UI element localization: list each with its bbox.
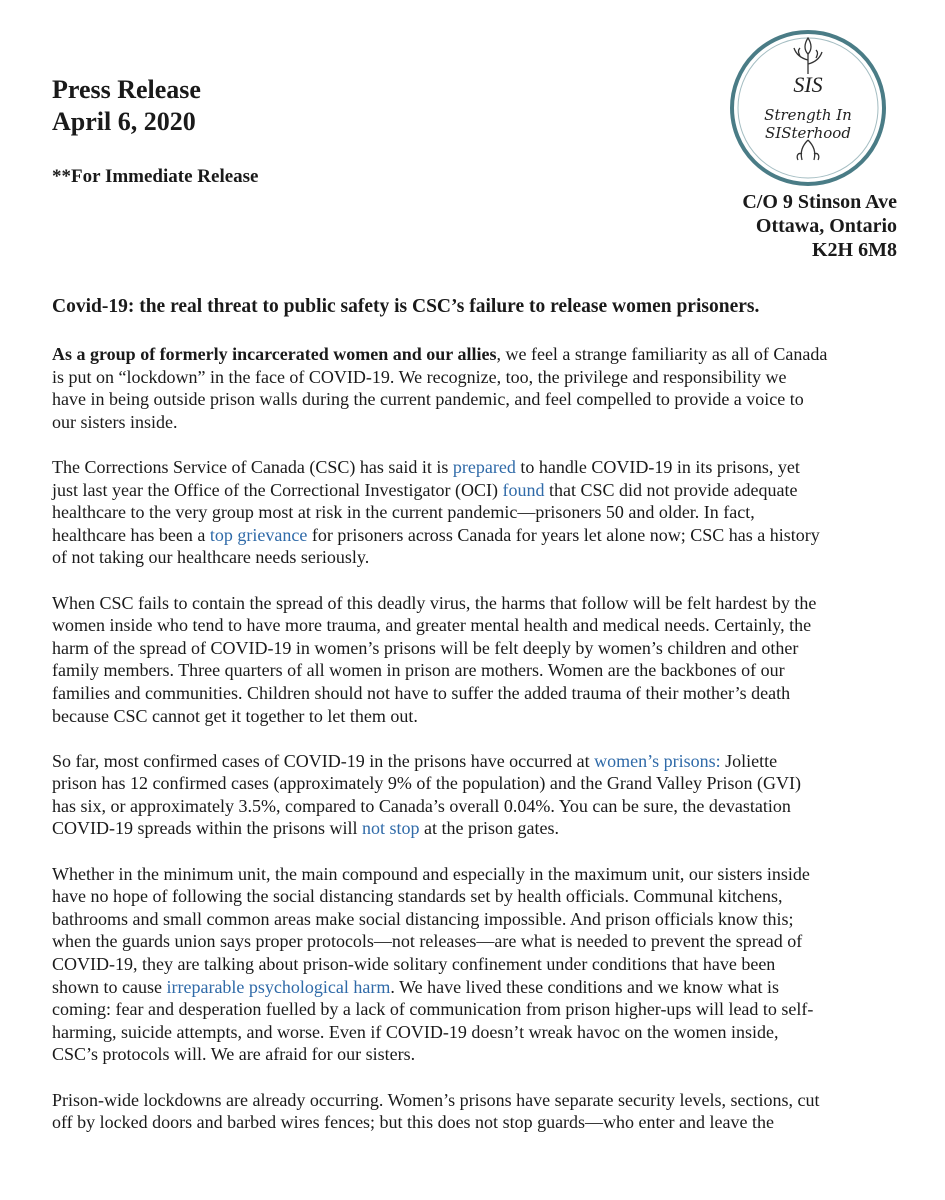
text-line [52,546,912,569]
inline-link[interactable]: prepared [452,456,516,477]
text-run: When CSC fails to contain the spread of this deadly virus, the harms that follow will be felt hardest by the [52,592,817,613]
text-line [52,1111,912,1134]
text-line [52,592,912,615]
inline-link[interactable]: found [502,479,545,500]
text-run: The Corrections Service of Canada (CSC) has said it is [52,456,453,477]
address-line: C/O 9 Stinson Ave [742,191,897,213]
immediate-release-note: **For Immediate Release [52,166,259,187]
text-line [52,411,912,434]
text-run: women inside who tend to have more trauma, and greater mental health and medical needs. Certainly, the [52,615,812,636]
logo-monogram: SIS [793,72,823,97]
text-line [52,501,912,524]
text-run: Joliette [720,750,778,771]
text-run: COVID-19, they are talking about prison-wide solitary confinement under conditions that have been [52,954,776,975]
text-run: have in being outside prison walls during the current pandemic, and feel compelled to provide a voice to [52,389,804,410]
text-line [52,388,912,411]
text-run: prison has 12 confirmed cases (approximately 9% of the population) and the Grand Valley Prison (GVI) [52,773,801,794]
inline-link[interactable]: women’s prisons: [594,750,721,771]
text-line [52,817,912,840]
text-line [52,524,912,547]
logo-graphic [728,28,888,188]
text-run: our sisters inside. [52,411,178,432]
text-line [52,705,912,728]
text-run: healthcare to the very group most at risk in the current pandemic—prisoners 50 and older. In fact, [52,502,755,523]
text-line [52,637,912,660]
text-run: has six, or approximately 3.5%, compared to Canada’s overall 0.04%. You can be sure, the devastation [52,795,791,816]
text-run: that CSC did not provide adequate [544,479,798,500]
text-line [52,343,912,366]
inline-link[interactable]: not stop [361,818,420,839]
headline: Covid-19: the real threat to public safety is CSC’s failure to release women prisoners. [52,296,760,317]
text-run: to handle COVID-19 in its prisons, yet [515,456,800,477]
inline-link[interactable]: top grievance [209,524,308,545]
text-line [52,885,912,908]
text-line [52,976,912,999]
text-line [52,1043,912,1066]
strength-in-sisterhood-logo [728,28,888,188]
text-line [52,614,912,637]
text-run: healthcare has been a [52,524,210,545]
paragraph [52,1089,912,1134]
text-run: coming: fear and desperation fuelled by a lack of communication from prison higher-ups will lead to self- [52,999,814,1020]
text-run: shown to cause [52,976,167,997]
text-run: just last year the Office of the Correctional Investigator (OCI) [52,479,503,500]
text-line [52,1089,912,1112]
paragraph [52,343,912,433]
text-line [52,659,912,682]
text-run: have no hope of following the social distancing standards set by health officials. Communal kitchens, [52,886,783,907]
page-title: Press Release [52,75,201,104]
text-line [52,682,912,705]
text-run: because CSC cannot get it together to let them out. [52,705,418,726]
text-run: at the prison gates. [419,818,559,839]
text-line [52,479,912,502]
text-line [52,772,912,795]
text-run: Whether in the minimum unit, the main compound and especially in the maximum unit, our sisters inside [52,863,810,884]
text-line [52,863,912,886]
body-text [52,343,912,1156]
text-run: family members. Three quarters of all women in prison are mothers. Women are the backbones of our [52,660,785,681]
text-line [52,366,912,389]
text-run: for prisoners across Canada for years let alone now; CSC has a history [307,524,820,545]
header-block [52,74,201,138]
text-line [52,908,912,931]
text-run: off by locked doors and barbed wires fences; but this does not stop guards—who enter and leave the [52,1112,774,1133]
inline-link[interactable]: irreparable psychological harm [166,976,391,997]
text-run: , we feel a strange familiarity as all of Canada [496,344,828,364]
release-date: April 6, 2020 [52,107,196,136]
logo-line-1: Strength In [764,106,852,124]
paragraph [52,456,912,569]
text-run: of not taking our healthcare needs seriously. [52,547,370,568]
text-line [52,953,912,976]
text-run: COVID-19 spreads within the prisons will [52,818,362,839]
text-run: harm of the spread of COVID-19 in women’s prisons will be felt deeply by women’s children and other [52,637,799,658]
paragraph [52,863,912,1066]
address-line: K2H 6M8 [812,239,897,261]
text-line [52,795,912,818]
bold-phrase: As a group of formerly incarcerated women and our allies [52,344,497,364]
text-run: . We have lived these conditions and we know what is [390,976,780,997]
address-line: Ottawa, Ontario [755,215,897,237]
text-line [52,750,912,773]
text-run: harming, suicide attempts, and worse. Even if COVID-19 doesn’t wreak havoc on the women inside, [52,1021,779,1042]
text-line [52,1021,912,1044]
text-run: when the guards union says proper protocols—not releases—are what is needed to prevent the spread of [52,931,803,952]
text-run: bathrooms and small common areas make social distancing impossible. And prison officials know this; [52,908,794,929]
text-line [52,930,912,953]
logo-line-2: SISterhood [765,124,851,142]
text-run: Prison-wide lockdowns are already occurring. Women’s prisons have separate security levels, sections, cut [52,1089,820,1110]
text-run: families and communities. Children should not have to suffer the added trauma of their mother’s death [52,682,791,703]
text-line [52,456,912,479]
text-run: is put on “lockdown” in the face of COVID-19. We recognize, too, the privilege and responsibility we [52,366,787,387]
paragraph [52,750,912,840]
mailing-address [742,190,897,262]
paragraph [52,592,912,728]
text-run: CSC’s protocols will. We are afraid for our sisters. [52,1044,416,1065]
text-run: So far, most confirmed cases of COVID-19 in the prisons have occurred at [52,750,595,771]
text-line [52,998,912,1021]
